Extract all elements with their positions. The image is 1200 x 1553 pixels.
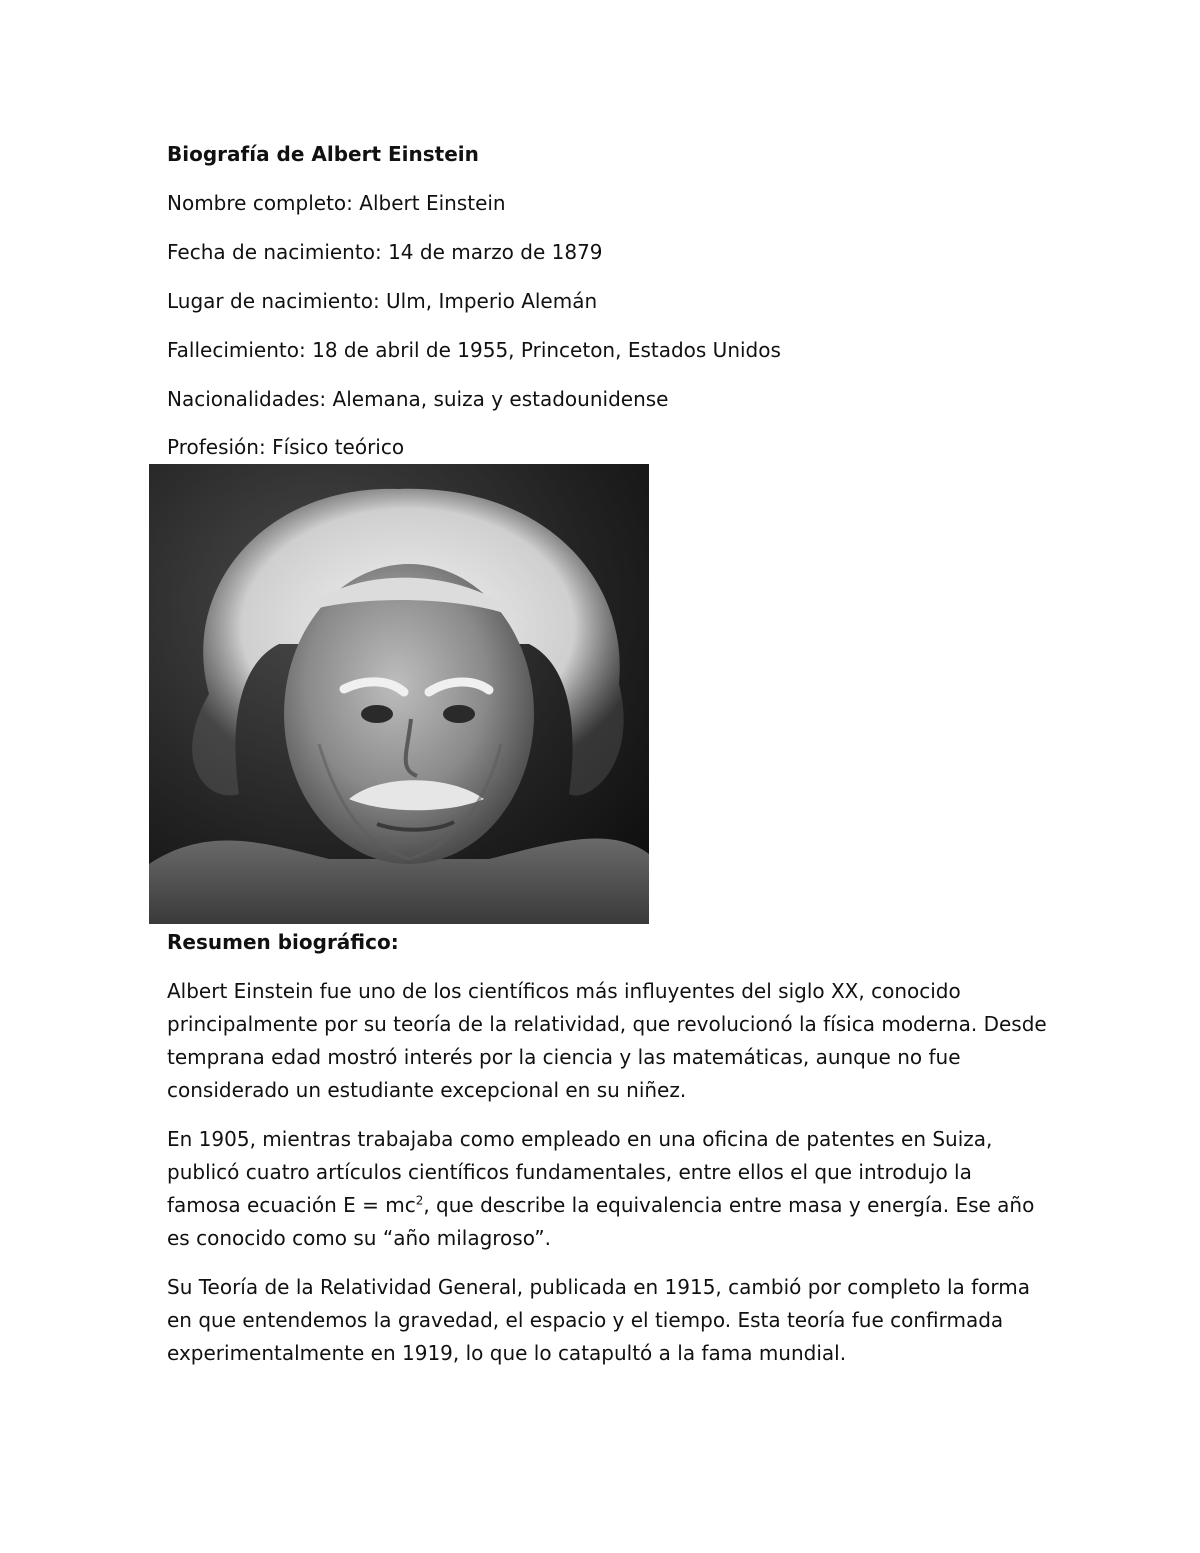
field-birth-date [167, 239, 603, 265]
field-label: Fecha de nacimiento [167, 240, 375, 264]
superscript-exponent: 2 [415, 1193, 424, 1208]
paragraph-text: Su Teoría de la Relatividad General, publicada en 1915, cambió por completo la forma en que entendemos la gravedad, el espacio y el tiempo. Esta teoría fue confirmada experimentalmente en 1919, lo que lo catapultó a la fama mundial. [167, 1275, 1030, 1365]
paragraph-1 [167, 975, 1047, 1107]
field-label: Lugar de nacimiento [167, 289, 373, 313]
field-separator: : [374, 240, 389, 264]
paragraph-text-after: , que describe la equivalencia entre masa y energía. Ese año es conocido como su “año milagroso”. [167, 1193, 1035, 1250]
field-birth-place [167, 288, 597, 314]
field-value: Ulm, Imperio Alemán [386, 289, 598, 313]
paragraph-2 [167, 1123, 1047, 1255]
field-separator: : [299, 338, 313, 362]
field-full-name [167, 190, 506, 216]
portrait-illustration [149, 464, 649, 924]
paragraph-3 [167, 1271, 1047, 1370]
field-label: Fallecimiento [167, 338, 299, 362]
field-nationalities [167, 386, 668, 412]
section-title: Resumen biográfico: [167, 930, 399, 954]
field-label: Profesión [167, 435, 259, 459]
field-value: Alemana, suiza y estadounidense [332, 387, 669, 411]
field-separator: : [372, 289, 387, 313]
field-value: Físico teórico [272, 435, 405, 459]
paragraph-text-before: En 1905, mientras trabajaba como empleado en una oficina de patentes en Suiza, publicó cuatro artículos científicos fundamentales, entre ellos el que introdujo la famosa ecuación E = mc [167, 1127, 993, 1217]
field-separator: : [346, 191, 360, 215]
field-profession [167, 434, 404, 460]
field-value: 14 de marzo de 1879 [388, 240, 603, 264]
field-separator: : [258, 435, 273, 459]
field-value: Albert Einstein [359, 191, 506, 215]
field-death [167, 337, 781, 363]
paragraph-text: Albert Einstein fue uno de los científicos más influyentes del siglo XX, conocido principalmente por su teoría de la relatividad, que revolucionó la física moderna. Desde temprana edad mostró interés por la ciencia y las matemáticas, aunque no fue considerado un estudiante excepcional en su niñez. [167, 979, 1047, 1102]
portrait-photo [149, 464, 649, 924]
field-label: Nombre completo [167, 191, 347, 215]
document-title: Biografía de Albert Einstein [167, 142, 479, 166]
field-separator: : [319, 387, 333, 411]
field-value: 18 de abril de 1955, Princeton, Estados Unidos [312, 338, 781, 362]
field-label: Nacionalidades [167, 387, 320, 411]
